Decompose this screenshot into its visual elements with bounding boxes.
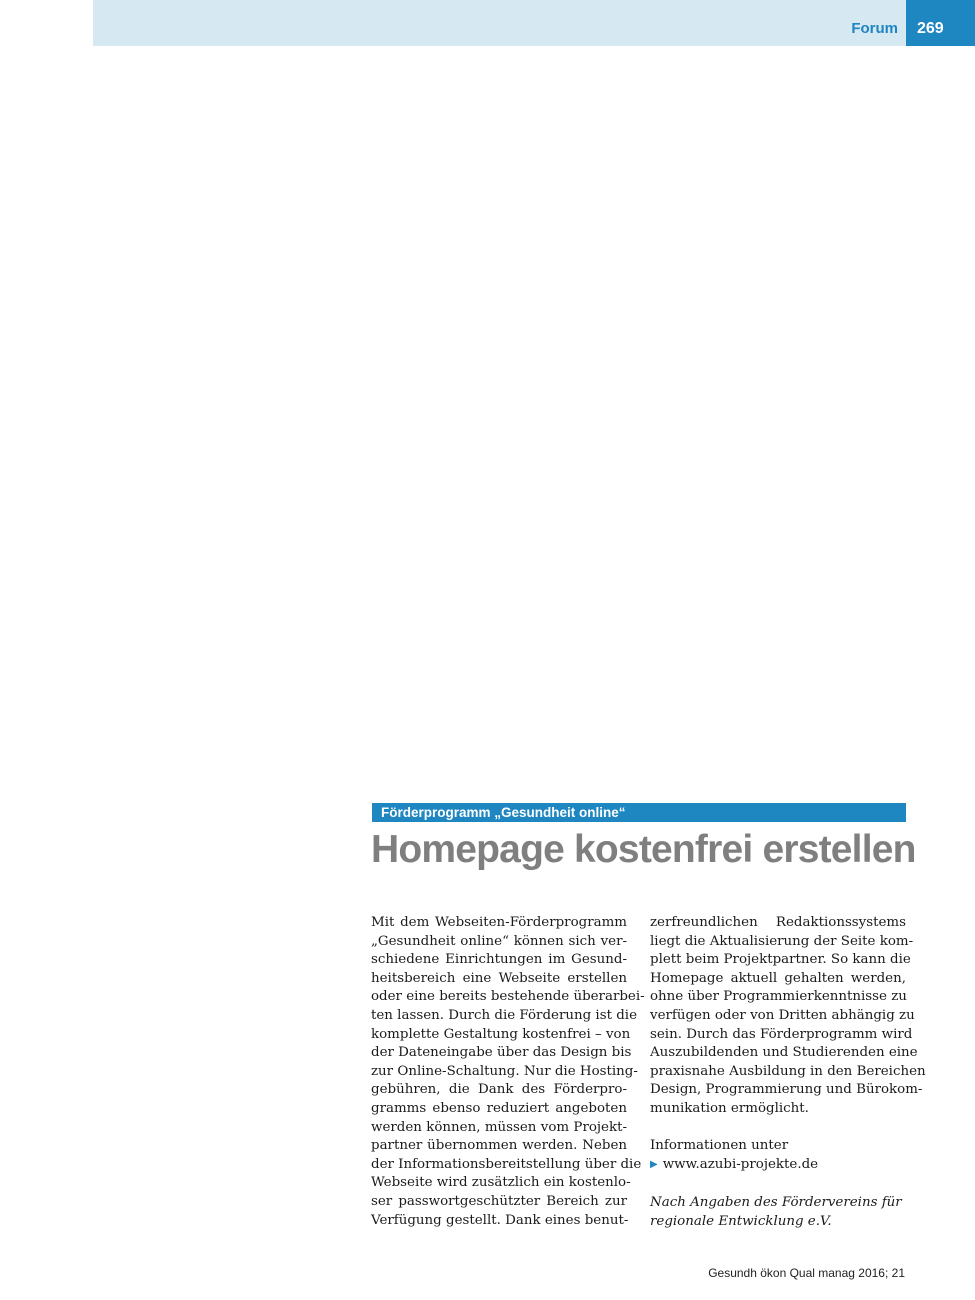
body-line: der Informationsbereitstellung über die xyxy=(371,1156,642,1172)
section-label: Forum xyxy=(851,20,898,37)
body-line: zerfreundlichen Redaktionssystems xyxy=(650,915,906,930)
article-kicker: Förderprogramm „Gesundheit online“ xyxy=(372,803,906,822)
body-line: plett beim Projektpartner. So kann die xyxy=(650,952,911,968)
paragraph-gap xyxy=(650,1175,906,1194)
body-line: ser passwortgeschützter Bereich zur xyxy=(371,1193,627,1209)
body-line: Auszubildenden und Studierenden eine xyxy=(650,1045,918,1061)
body-line: komplette Gestaltung kostenfrei – von xyxy=(371,1026,631,1042)
info-link[interactable]: www.azubi-projekte.de xyxy=(662,1156,819,1172)
body-line: werden können, müssen vom Projekt- xyxy=(371,1119,627,1135)
article-headline: Homepage kostenfrei erstellen xyxy=(371,828,916,871)
article-column-1 xyxy=(371,914,645,1230)
body-line: Verfügung gestellt. Dank eines benut- xyxy=(371,1212,629,1228)
body-line: gebühren, die Dank des Förderpro- xyxy=(371,1082,627,1098)
body-line: partner übernommen werden. Neben xyxy=(371,1138,627,1154)
article-column-2 xyxy=(650,914,926,1231)
body-line: heitsbereich eine Webseite erstellen xyxy=(371,970,627,986)
body-line: schiedene Einrichtungen im Gesund- xyxy=(371,952,627,968)
page-number: 269 xyxy=(917,20,944,37)
body-line: Mit dem Webseiten-Förderprogramm xyxy=(371,915,627,930)
body-line: gramms ebenso reduziert angeboten xyxy=(371,1100,627,1116)
source-line: Nach Angaben des Fördervereins für xyxy=(650,1194,902,1210)
body-line: der Dateneingabe über das Design bis xyxy=(371,1045,632,1061)
source-line: regionale Entwicklung e.V. xyxy=(650,1213,832,1229)
body-line: ten lassen. Durch die Förderung ist die xyxy=(371,1007,638,1023)
header-band xyxy=(93,0,906,46)
body-line: ohne über Programmierkenntnisse zu xyxy=(650,989,907,1005)
journal-citation: Gesundh ökon Qual manag 2016; 21 xyxy=(708,1266,905,1280)
body-line: Design, Programmierung und Bürokom- xyxy=(650,1082,923,1098)
body-line: verfügen oder von Dritten abhängig zu xyxy=(650,1007,915,1023)
info-label: Informationen unter xyxy=(650,1138,789,1154)
body-line: sein. Durch das Förderprogramm wird xyxy=(650,1026,913,1042)
body-line: zur Online-Schaltung. Nur die Hosting- xyxy=(371,1063,638,1079)
body-line: Webseite wird zusätzlich ein kostenlo- xyxy=(371,1175,631,1191)
page-number-box xyxy=(906,0,975,46)
body-line: Homepage aktuell gehalten werden, xyxy=(650,970,906,986)
info-link-row[interactable] xyxy=(650,1156,906,1176)
body-line: praxisnahe Ausbildung in den Bereichen xyxy=(650,1063,926,1079)
body-line: oder eine bereits bestehende überarbei- xyxy=(371,989,645,1005)
body-line: „Gesundheit online“ können sich ver- xyxy=(371,933,627,949)
triangle-right-icon: ▶ xyxy=(650,1158,658,1170)
paragraph-gap xyxy=(650,1119,906,1138)
body-line: liegt die Aktualisierung der Seite kom- xyxy=(650,933,914,949)
body-line: munikation ermöglicht. xyxy=(650,1100,809,1116)
